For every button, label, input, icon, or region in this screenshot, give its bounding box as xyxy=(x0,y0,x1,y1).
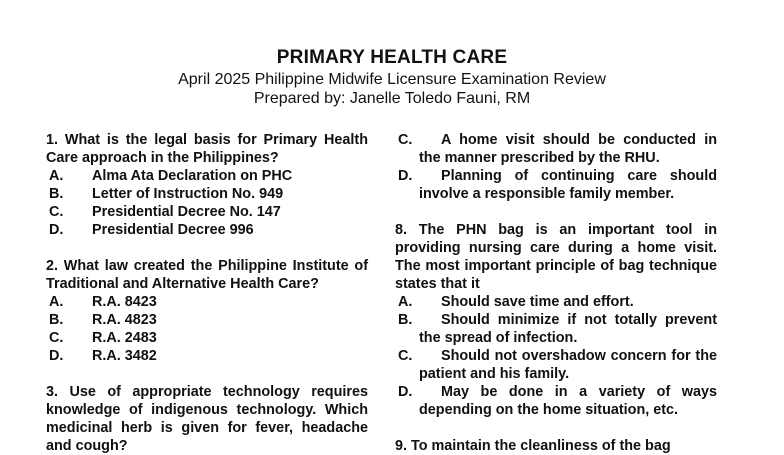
document-author: Prepared by: Janelle Toledo Fauni, RM xyxy=(253,90,531,107)
option-text: Letter of Instruction No. 949 xyxy=(92,186,284,202)
option-text: Should not overshadow concern for the patient and his family. xyxy=(419,348,717,382)
spacer xyxy=(395,203,717,221)
document-header xyxy=(0,46,784,108)
question-2: 2. What law created the Philippine Institute of Traditional and Alternative Health Care? xyxy=(46,258,368,292)
option-letter: A. xyxy=(49,294,64,310)
option-letter: C. xyxy=(398,132,413,148)
option-letter: C. xyxy=(49,330,64,346)
option-text: Should save time and effort. xyxy=(441,294,634,310)
option-letter: D. xyxy=(49,348,64,364)
option-text: Alma Ata Declaration on PHC xyxy=(92,168,293,184)
question-8-option-a xyxy=(395,293,717,311)
option-text: Presidential Decree 996 xyxy=(92,222,254,238)
question-1-option-a xyxy=(46,167,368,185)
question-7-option-c xyxy=(395,131,717,167)
question-3: 3. Use of appropriate technology requires knowledge of indigenous technology. Which medicinal herb is given for fever, headache and cough? xyxy=(46,384,368,454)
option-text: A home visit should be conducted in the manner prescribed by the RHU. xyxy=(419,132,717,166)
document-title: PRIMARY HEALTH CARE xyxy=(276,47,508,68)
option-text: Planning of continuing care should involve a responsible family member. xyxy=(419,168,717,202)
option-letter: D. xyxy=(49,222,64,238)
option-letter: D. xyxy=(398,384,413,400)
question-2-option-d xyxy=(46,347,368,365)
question-1: 1. What is the legal basis for Primary Health Care approach in the Philippines? xyxy=(46,132,368,166)
option-text: R.A. 2483 xyxy=(92,330,157,346)
option-letter: D. xyxy=(398,168,413,184)
option-letter: B. xyxy=(49,312,64,328)
question-2-option-b xyxy=(46,311,368,329)
question-8-option-b xyxy=(395,311,717,347)
option-text: Should minimize if not totally prevent the spread of infection. xyxy=(419,312,717,346)
left-column xyxy=(46,131,368,455)
option-text: Presidential Decree No. 147 xyxy=(92,204,281,220)
right-column xyxy=(395,131,717,455)
question-1-option-c xyxy=(46,203,368,221)
question-8-option-d xyxy=(395,383,717,419)
option-letter: A. xyxy=(49,168,64,184)
option-text: May be done in a variety of ways depending on the home situation, etc. xyxy=(419,384,717,418)
spacer xyxy=(46,239,368,257)
option-letter: C. xyxy=(398,348,413,364)
question-8-option-c xyxy=(395,347,717,383)
option-letter: A. xyxy=(398,294,413,310)
question-9: 9. To maintain the cleanliness of the bag xyxy=(395,438,671,454)
question-1-option-d xyxy=(46,221,368,239)
option-letter: B. xyxy=(49,186,64,202)
option-text: R.A. 8423 xyxy=(92,294,157,310)
spacer xyxy=(395,419,717,437)
option-text: R.A. 4823 xyxy=(92,312,157,328)
question-1-option-b xyxy=(46,185,368,203)
spacer xyxy=(46,365,368,383)
question-2-option-c xyxy=(46,329,368,347)
question-2-option-a xyxy=(46,293,368,311)
option-letter: C. xyxy=(49,204,64,220)
option-text: R.A. 3482 xyxy=(92,348,157,364)
document-subtitle: April 2025 Philippine Midwife Licensure Examination Review xyxy=(178,71,606,88)
option-letter: B. xyxy=(398,312,413,328)
question-8: 8. The PHN bag is an important tool in providing nursing care during a home visit. The most important principle of bag technique states that it xyxy=(395,222,717,292)
question-7-option-d xyxy=(395,167,717,203)
